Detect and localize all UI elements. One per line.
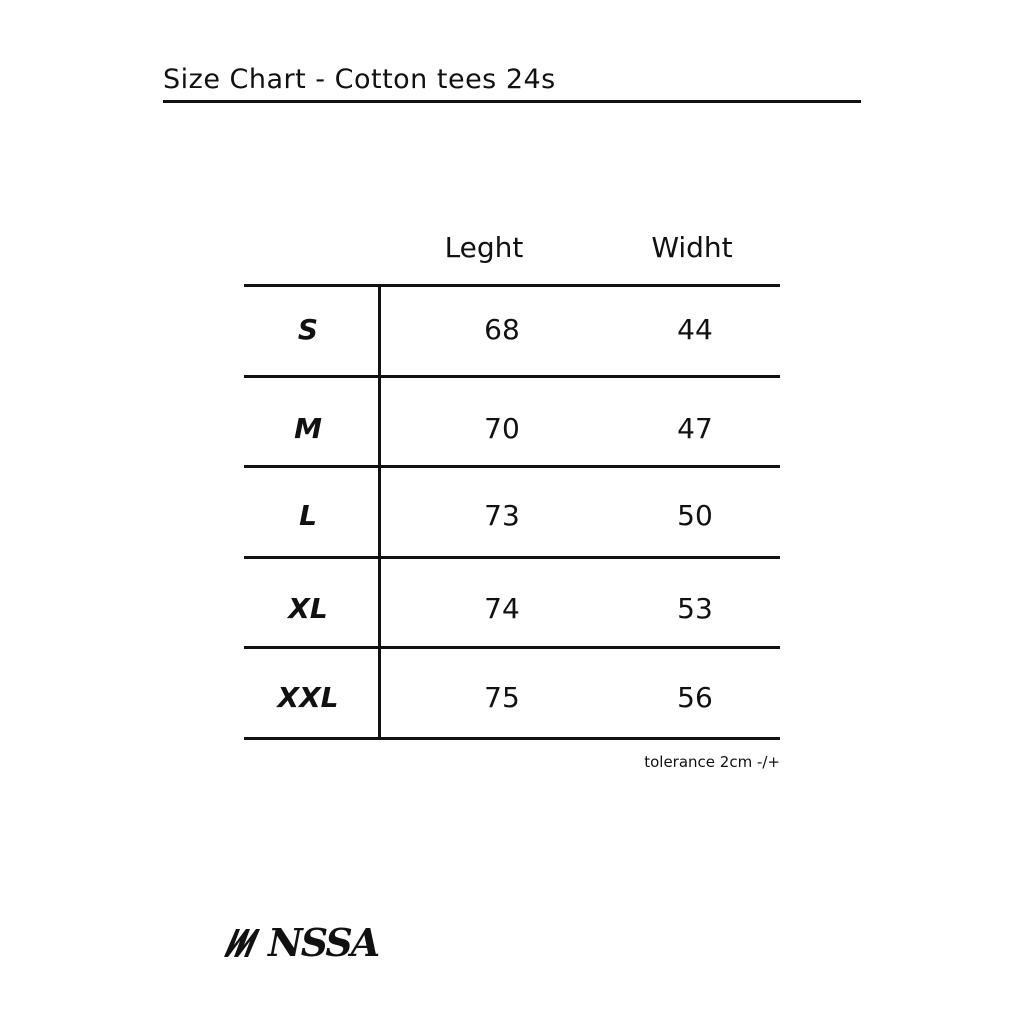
table-rule <box>244 646 780 649</box>
width-value: 44 <box>677 313 713 346</box>
size-label: XL <box>288 592 328 625</box>
size-label: XXL <box>277 681 339 714</box>
header-length: Leght <box>444 231 524 264</box>
header-width: Widht <box>651 231 733 264</box>
length-value: 68 <box>484 313 520 346</box>
table-rule <box>244 284 780 287</box>
brand-logo <box>222 918 392 968</box>
size-label: S <box>297 313 319 346</box>
length-value: 74 <box>484 592 520 625</box>
brand-name: NSSA <box>268 920 379 965</box>
size-label: M <box>294 412 322 445</box>
page-title: Size Chart - Cotton tees 24s <box>163 64 556 95</box>
length-value: 75 <box>484 681 520 714</box>
width-value: 50 <box>677 499 713 532</box>
table-rule <box>244 465 780 468</box>
table-rule <box>244 375 780 378</box>
table-rule <box>244 556 780 559</box>
width-value: 47 <box>677 412 713 445</box>
tolerance-note: tolerance 2cm -/+ <box>644 753 780 771</box>
length-value: 73 <box>484 499 520 532</box>
size-label: L <box>299 499 317 532</box>
width-value: 56 <box>677 681 713 714</box>
title-divider <box>163 100 861 103</box>
brand-logo-icon <box>222 923 268 963</box>
length-value: 70 <box>484 412 520 445</box>
table-rule <box>244 737 780 740</box>
width-value: 53 <box>677 592 713 625</box>
table-column-divider <box>378 285 381 740</box>
